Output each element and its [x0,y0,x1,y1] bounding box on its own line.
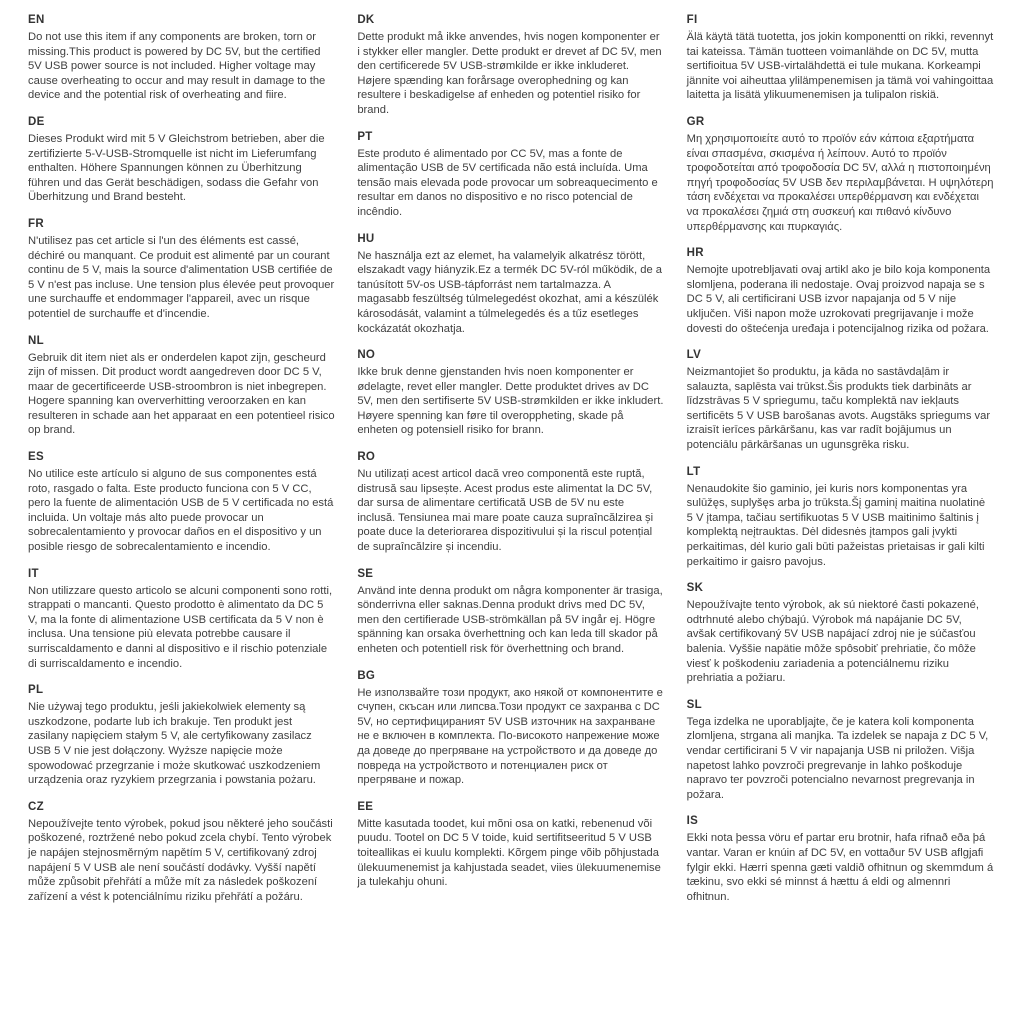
language-text: N'utilisez pas cet article si l'un des éléments est cassé, déchiré ou manquant. Ce produit est alimenté par un courant continu de 5 V, mais la source d'alimentation USB certifiée de 5 V n'est pas incluse. Une tension plus élevée peut provoquer une surchauffe et endommager l'appareil, avec un risque potentiel de surchauffe et d'incendie. [28,234,335,320]
language-text: Ne használja ezt az elemet, ha valamelyik alkatrész törött, elszakadt vagy hiányzik.Ez a termék DC 5V-ról működik, de a tanúsított 5V-os USB-tápforrást nem tartalmazza. A magasabb feszültség túlmelegedést okozhat, ami a készülék károsodását, valamint a túlmelegedés és a tűz esetleges kockázatát okozhatja. [357,249,663,335]
language-code: SL [686,698,702,711]
language-text: Dette produkt må ikke anvendes, hvis nogen komponenter er i stykker eller mangler. Dette produkt er drevet af DC 5V, men den certificerede 5V USB-strømkilde er ikke inkluderet. Højere spænding kan forårsage overophedning og kan resultere i beskadigelse af enheden og potentiel risiko for brand. [357,31,662,116]
section-nl [28,335,335,439]
language-text: Nenaudokite šio gaminio, jei kuris nors komponentas yra sulūžęs, suplyšęs arba jo trūksta.Šį gaminį maitina nuolatinė 5 V įtampa, tačiau sertifikuotas 5 V USB maitinimo šaltinis į komplektą neįtrauktas. Dėl didesnės įtampos gali įvykti perkaitimas, dėl kurio gali būti pažeistas prietaisas ir gali kilti perkaitimo ir gaisro pavojus. [686,482,986,568]
language-code: EE [357,800,374,813]
column-2 [357,14,664,903]
section-pt [357,131,664,220]
language-text: Nemojte upotrebljavati ovaj artikl ako je bilo koja komponenta slomljena, poderana ili nedostaje. Ovaj proizvod napaja se s DC 5 V, ali certificirani USB izvor napajanja od 5 V nije uključen. Viši napon može uzrokovati pregrijavanje i može dovesti do oštećenja uređaja i potencijalnog rizika od požara. [686,264,991,335]
column-1 [28,14,335,917]
language-text: Este produto é alimentado por CC 5V, mas a fonte de alimentação USB de 5V certificada não está incluída. Uma tensão mais elevada pode provocar um sobreaquecimento e resultar em danos no dispositivo e no risco potencial de incêndio. [357,147,658,218]
language-text: Do not use this item if any components are broken, torn or missing.This product is powered by DC 5V, but the certified 5V USB power source is not included. Higher voltage may cause overheating to occur and may result in damage to the device and the potential risk of overheating and fiire. [28,31,326,102]
section-no [357,349,664,438]
language-code: CZ [28,800,44,813]
language-code: IS [686,815,699,828]
section-de [28,116,335,205]
section-fi [687,14,994,103]
language-text: Nepoužívajte tento výrobok, ak sú niektoré časti pokazené, odtrhnuté alebo chýbajú. Výrobok má napájanie DC 5V, avšak certifikovaný 5V USB napájací zdroj nie je súčasťou balenia. Vyššie napätie môže spôsobiť prehriatie, čo môže viesť k poškodeniu zariadenia a potenciálnemu riziku prehriatia a požiaru. [686,599,979,685]
section-sl [687,699,994,803]
language-text: Dieses Produkt wird mit 5 V Gleichstrom betrieben, aber die zertifizierte 5-V-USB-Stromquelle ist nicht im Lieferumfang enthalten. Höhere Spannungen können zu Überhitzung führen und das Gerät beschädigen, sodass die Gefahr von Überhitzung und Brand besteht. [28,132,325,204]
language-code: BG [357,669,376,682]
section-it [28,568,335,672]
language-code: HR [686,247,704,260]
section-se [357,568,664,657]
section-hr [687,247,994,336]
language-text: No utilice este artículo si alguno de sus componentes está roto, rasgado o falta. Este producto funciona con 5 V CC, pero la fuente de alimentación USB de 5 V certificada no está incluida. Un voltaje más alto puede provocar un sobrecalentamiento y provocar daños en el dispositivo y un posible riesgo de sobrecalentamiento e incendio. [28,468,334,554]
language-code: NL [28,334,44,347]
language-code: DK [357,14,375,26]
section-ro [357,451,664,555]
language-code: IT [28,567,39,580]
language-code: GR [686,115,705,128]
language-text: Neizmantojiet šo produktu, ja kāda no sastāvdaļām ir salauzta, saplēsta vai trūkst.Šis produkts tiek darbināts ar līdzstrāvas 5 V spriegumu, taču komplektā nav iekļauts sertificēts 5 V USB barošanas avots. Augstāks spriegums var izraisīt ierīces pārkāršanu, kas var radīt bojājumus un potenciālu pārkāršanas un ugunsgrēka risku. [686,366,991,452]
language-text: Non utilizzare questo articolo se alcuni componenti sono rotti, strappati o mancanti. Questo prodotto è alimentato da DC 5 V, ma la fonte di alimentazione USB certificata da 5 V non è inclusa. Una tensione più elevata potrebbe causare il surriscaldamento e danni al dispositivo e il rischio potenziale di surriscaldamento e incendio. [28,584,333,670]
language-code: NO [357,349,376,362]
language-text: Nu utilizați acest articol dacă vreo componentă este ruptă, distrusă sau lipsește. Acest produs este alimentat la DC 5V, dar sursa de alimentare certificată USB de 5V nu este inclusă. Tensiunea mai mare poate cauza supraîncălzirea și poate duce la deteriorarea dispozitivului și la riscul potențial de supraîncălzire și incendiu. [357,468,654,554]
language-text: Не използвайте този продукт, ако някой от компонентите е счупен, скъсан или липсва.Този продукт се захранва с DC 5V, но сертифицираният 5V USB източник на захранване не е включен в комплекта. По-високото напрежение може да доведе до прегряване на устройството и да доведе до повреда на устройството и потенциален риск от прегряване и пожар. [357,686,663,787]
language-code: ES [28,451,44,464]
section-sk [687,582,994,686]
language-code: RO [357,451,376,464]
language-code: LT [686,465,701,478]
section-ee [357,801,664,890]
language-text: Tega izdelka ne uporabljajte, če je katera koli komponenta zlomljena, strgana ali manjka. Ta izdelek se napaja z DC 5 V, vendar certificirani 5 V vir napajanja USB ni priložen. Višja napetost lahko povzroči pregrevanje in lahko poškoduje napravo ter povzroči potencialno nevarnost pregrevanja in požara. [686,715,989,801]
section-lv [687,349,994,453]
section-cz [28,801,335,905]
section-gr [687,116,994,234]
section-fr [28,218,335,322]
language-text: Nie używaj tego produktu, jeśli jakiekolwiek elementy są uszkodzone, podarte lub ich brakuje. Ten produkt jest zasilany napięciem stałym 5 V, ale certyfikowany zasilacz USB 5 V nie jest dołączony. Wyższe napięcie może spowodować przegrzanie i może skutkować uszkodzeniem urządzenia oraz ryzykiem przegrzania i powstania pożaru. [28,701,321,787]
language-code: SK [686,582,704,595]
language-code: PL [28,684,44,697]
section-bg [357,670,664,788]
language-code: EN [28,14,45,26]
language-code: DE [28,115,45,128]
section-en [28,14,335,103]
language-text: Nepoužívejte tento výrobek, pokud jsou některé jeho součásti poškozené, roztržené nebo pokud zcela chybí. Tento výrobek je napájen stejnosměrným napětím 5 V, certifikovaný zdroj napájení 5 V USB ale není součástí dodávky. Vyšší napětí může způsobit přehřátí a může mít za následek poškození zařízení a vést k potenciálnímu riziku přehřátí a požáru. [28,817,333,903]
language-text: Använd inte denna produkt om några komponenter är trasiga, sönderrivna eller saknas.Denna produkt drivs med DC 5V, men den certifierade USB-strömkällan på 5V ingår ej. Högre spänning kan orsaka överhettning och kan leda till skador på enheten och potentiell risk för överhettning och brand. [357,584,663,655]
language-code: PT [357,130,373,143]
column-3 [687,14,994,917]
language-code: LV [686,349,702,362]
language-code: FR [28,217,44,230]
section-is [687,815,994,904]
language-text: Ekki nota þessa vöru ef partar eru brotnir, hafa rifnað eða þá vantar. Varan er knúin af DC 5V, en vottaður 5V USB aflgjafi fylgir ekki. Hærri spenna gæti valdið ofhitnun og skemmdum á tækinu, svo ekki sé minnst á hættu á eldi og almennri ofhitnun. [686,832,994,903]
language-text: Μη χρησιμοποιείτε αυτό το προϊόν εάν κάποια εξαρτήματα είναι σπασμένα, σκισμένα ή λείπουν. Αυτό το προϊόν τροφοδοτείται από τροφοδοσία DC 5V, αλλά η πιστοποιημένη πηγή τροφοδοσίας 5V USB δεν περιλαμβάνεται. Η υψηλότερη τάση ενδέχεται να προκαλέσει υπερθέρμανση και ενδέχεται να προκαλέσει ζημιά στη συσκευή και πιθανό κίνδυνο υπερθέρμανσης και πυρκαγιάς. [686,132,994,233]
language-text: Älä käytä tätä tuotetta, jos jokin komponentti on rikki, revennyt tai kateissa. Tämän tuotteen voimanlähde on DC 5V, mutta sertifioitua 5V USB-virtalähdettä ei tule mukana. Korkeampi jännite voi aiheuttaa ylilämpenemisen ja tämä voi vahingoittaa laitetta ja lisätä ylikuumenemisen ja tulipalon riskiä. [686,31,994,102]
language-text: Ikke bruk denne gjenstanden hvis noen komponenter er ødelagte, revet eller mangler. Dette produktet drives av DC 5V, men den sertifiserte 5V USB-strømkilden er ikke inkludert. Høyere spenning kan føre til overoppheting, skade på enheten og potensiell risiko for brann. [357,366,664,437]
language-code: FI [686,14,698,26]
section-hu [357,233,664,337]
section-es [28,451,335,555]
section-pl [28,684,335,788]
language-code: HU [357,232,375,245]
section-lt [687,466,994,570]
language-text: Gebruik dit item niet als er onderdelen kapot zijn, gescheurd zijn of missen. Dit product wordt aangedreven door DC 5 V, maar de gecertificeerde USB-stroombron is niet inbegrepen. Hogere spanning kan oververhitting veroorzaken en kan resulteren in schade aan het apparaat en een potentieel risico op brand. [28,351,335,437]
section-dk [357,14,664,118]
language-text: Mitte kasutada toodet, kui mõni osa on katki, rebenenud või puudu. Tootel on DC 5 V toide, kuid sertifitseeritud 5 V USB toiteallikas ei kuulu komplekti. Kõrgem pinge võib põhjustada ülekuumenemist ja kahjustada seadet, viies ülekuumenemise ja tulekahju ohuni. [357,817,661,889]
language-code: SE [357,567,374,580]
